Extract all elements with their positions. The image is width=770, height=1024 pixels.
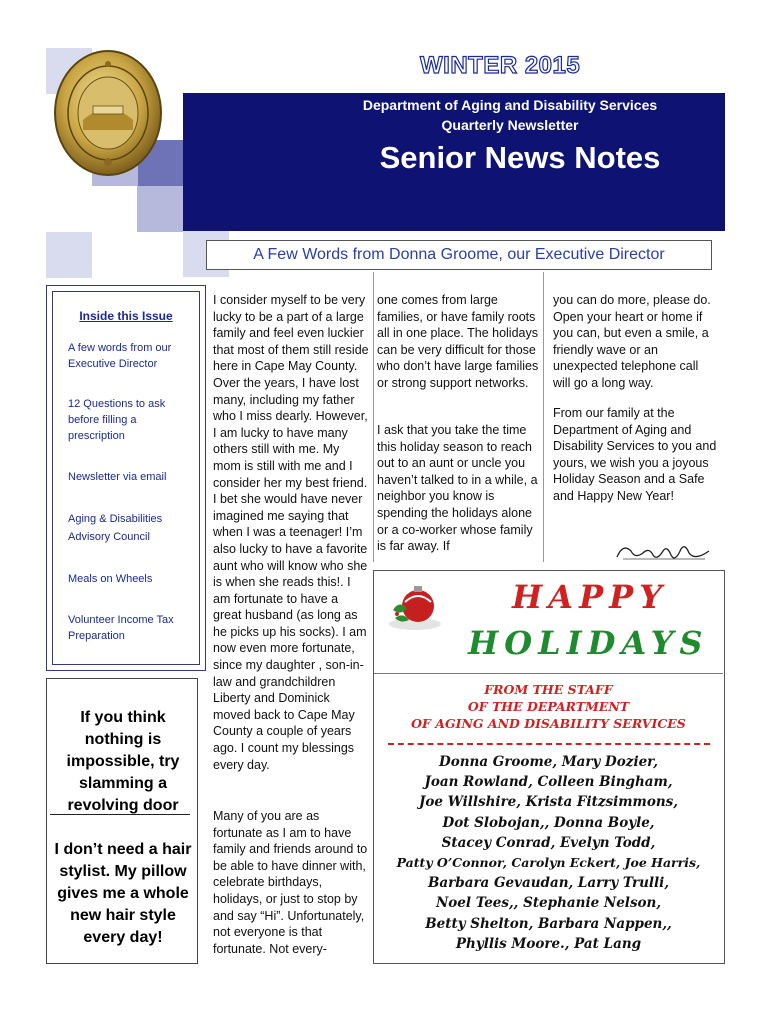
holiday-divider <box>374 673 723 674</box>
toc-title: Inside this Issue <box>79 309 173 323</box>
ornament-icon <box>385 580 447 640</box>
dashed-divider <box>388 743 710 745</box>
staff-name-line: Joe Willshire, Krista Fitzsimmons, <box>419 794 678 811</box>
decor-square <box>46 232 92 278</box>
article-col1-paragraph: I consider myself to be very lucky to be a part of a large family and feel even luckier that most of them still reside here in Cape May County. Over the years, I have lost many, including my father who I miss dearly. However, I am lucky to have many others still with me. My mom is still with me and I consider her my best friend. I bet she would have never imagined me saying that when I was a teenager! I’m also lucky to have a favorite aunt who will know who she is when she reads this!. I am fortunate to have a great husband (as long as he picks up his socks). I am now even more fortunate, since my daughter , son-in-law and grandchildren Liberty and Dominick moved back to Cape May County a couple of years ago. I count my blessings every day. <box>213 293 369 772</box>
staff-name-line: Patty O’Connor, Carolyn Eckert, Joe Harris, <box>396 855 701 871</box>
happy-heading: HAPPY <box>512 578 669 616</box>
quote-text: If you think nothing is impossible, try slamming a revolving door <box>66 709 180 814</box>
column-divider <box>373 272 374 562</box>
holidays-heading: HOLIDAYS <box>468 624 709 662</box>
staff-heading: FROM THE STAFF <box>484 682 613 697</box>
department-name <box>330 95 690 135</box>
column-divider <box>543 272 544 562</box>
staff-name-line: Dot Slobojan,, Donna Boyle, <box>442 814 655 831</box>
staff-name-line: Donna Groome, Mary Dozier, <box>439 754 658 770</box>
staff-name-line: Barbara Gevaudan, Larry Trulli, <box>427 875 670 892</box>
staff-names <box>374 752 723 954</box>
staff-name-line: Betty Shelton, Barbara Nappen,, <box>425 915 672 932</box>
staff-name-line: Phyllis Moore., Pat Lang <box>455 935 642 952</box>
article-col1-paragraph: Many of you are as fortunate as I am to have family and friends around to be able to have dinner with, celebrate birthdays, holidays, or just to stop by and say “Hi”. Unfortunately, not everyone is that fortunate. Not every- <box>213 809 368 956</box>
toc-item[interactable]: A few words from our Executive Director <box>68 342 172 370</box>
quote-box <box>46 678 198 964</box>
signature-icon <box>613 537 713 567</box>
county-seal-icon <box>53 48 163 178</box>
article-col2-paragraph: one comes from large families, or have family roots all in one place. The holidays can be very difficult for those who don’t have large families or strong support networks. <box>377 293 539 390</box>
newsletter-title: Senior News Notes <box>379 140 661 175</box>
quote-divider <box>50 814 190 815</box>
quote-text: I don’t need a hair stylist. My pillow gives me a whole new hair style every day! <box>54 841 192 946</box>
inside-this-issue-box <box>46 285 206 671</box>
article-col3-paragraph: you can do more, please do. Open your heart or home if you can, but even a smile, a friendly wave or an unexpected telephone call will go a long way. <box>553 293 711 390</box>
toc-item[interactable]: Aging & Disabilities Advisory Council <box>68 513 163 543</box>
staff-name-line: Noel Tees,, Stephanie Nelson, <box>435 895 662 912</box>
season-label: WINTER 2015 <box>420 52 581 79</box>
staff-name-line: Joan Rowland, Colleen Bingham, <box>424 774 673 791</box>
toc-item[interactable]: Meals on Wheels <box>68 573 153 585</box>
department-line: Department of Aging and Disability Services <box>362 97 658 113</box>
staff-heading: OF AGING AND DISABILITY SERVICES <box>411 716 686 731</box>
staff-heading: OF THE DEPARTMENT <box>467 699 630 714</box>
director-heading: A Few Words from Donna Groome, our Executive Director <box>206 240 712 270</box>
staff-name-line: Stacey Conrad, Evelyn Todd, <box>441 834 656 851</box>
toc-item[interactable]: Newsletter via email <box>68 471 167 483</box>
decor-square <box>137 186 183 232</box>
article-col2-paragraph: I ask that you take the time this holiday season to reach out to an aunt or uncle you haven’t talked to in a while, a neighbor you know is spending the holidays alone or a co-worker whose family is far away. If <box>377 423 538 554</box>
toc-item[interactable]: 12 Questions to ask before filling a prescription <box>68 398 166 442</box>
article-col3-paragraph: From our family at the Department of Aging and Disability Services to you and yours, we wish you a joyous Holiday Season and a Safe and Happy New Year! <box>553 406 717 503</box>
newsletter-subtitle: Quarterly Newsletter <box>441 117 579 133</box>
toc-item[interactable]: Volunteer Income Tax Preparation <box>68 614 174 642</box>
